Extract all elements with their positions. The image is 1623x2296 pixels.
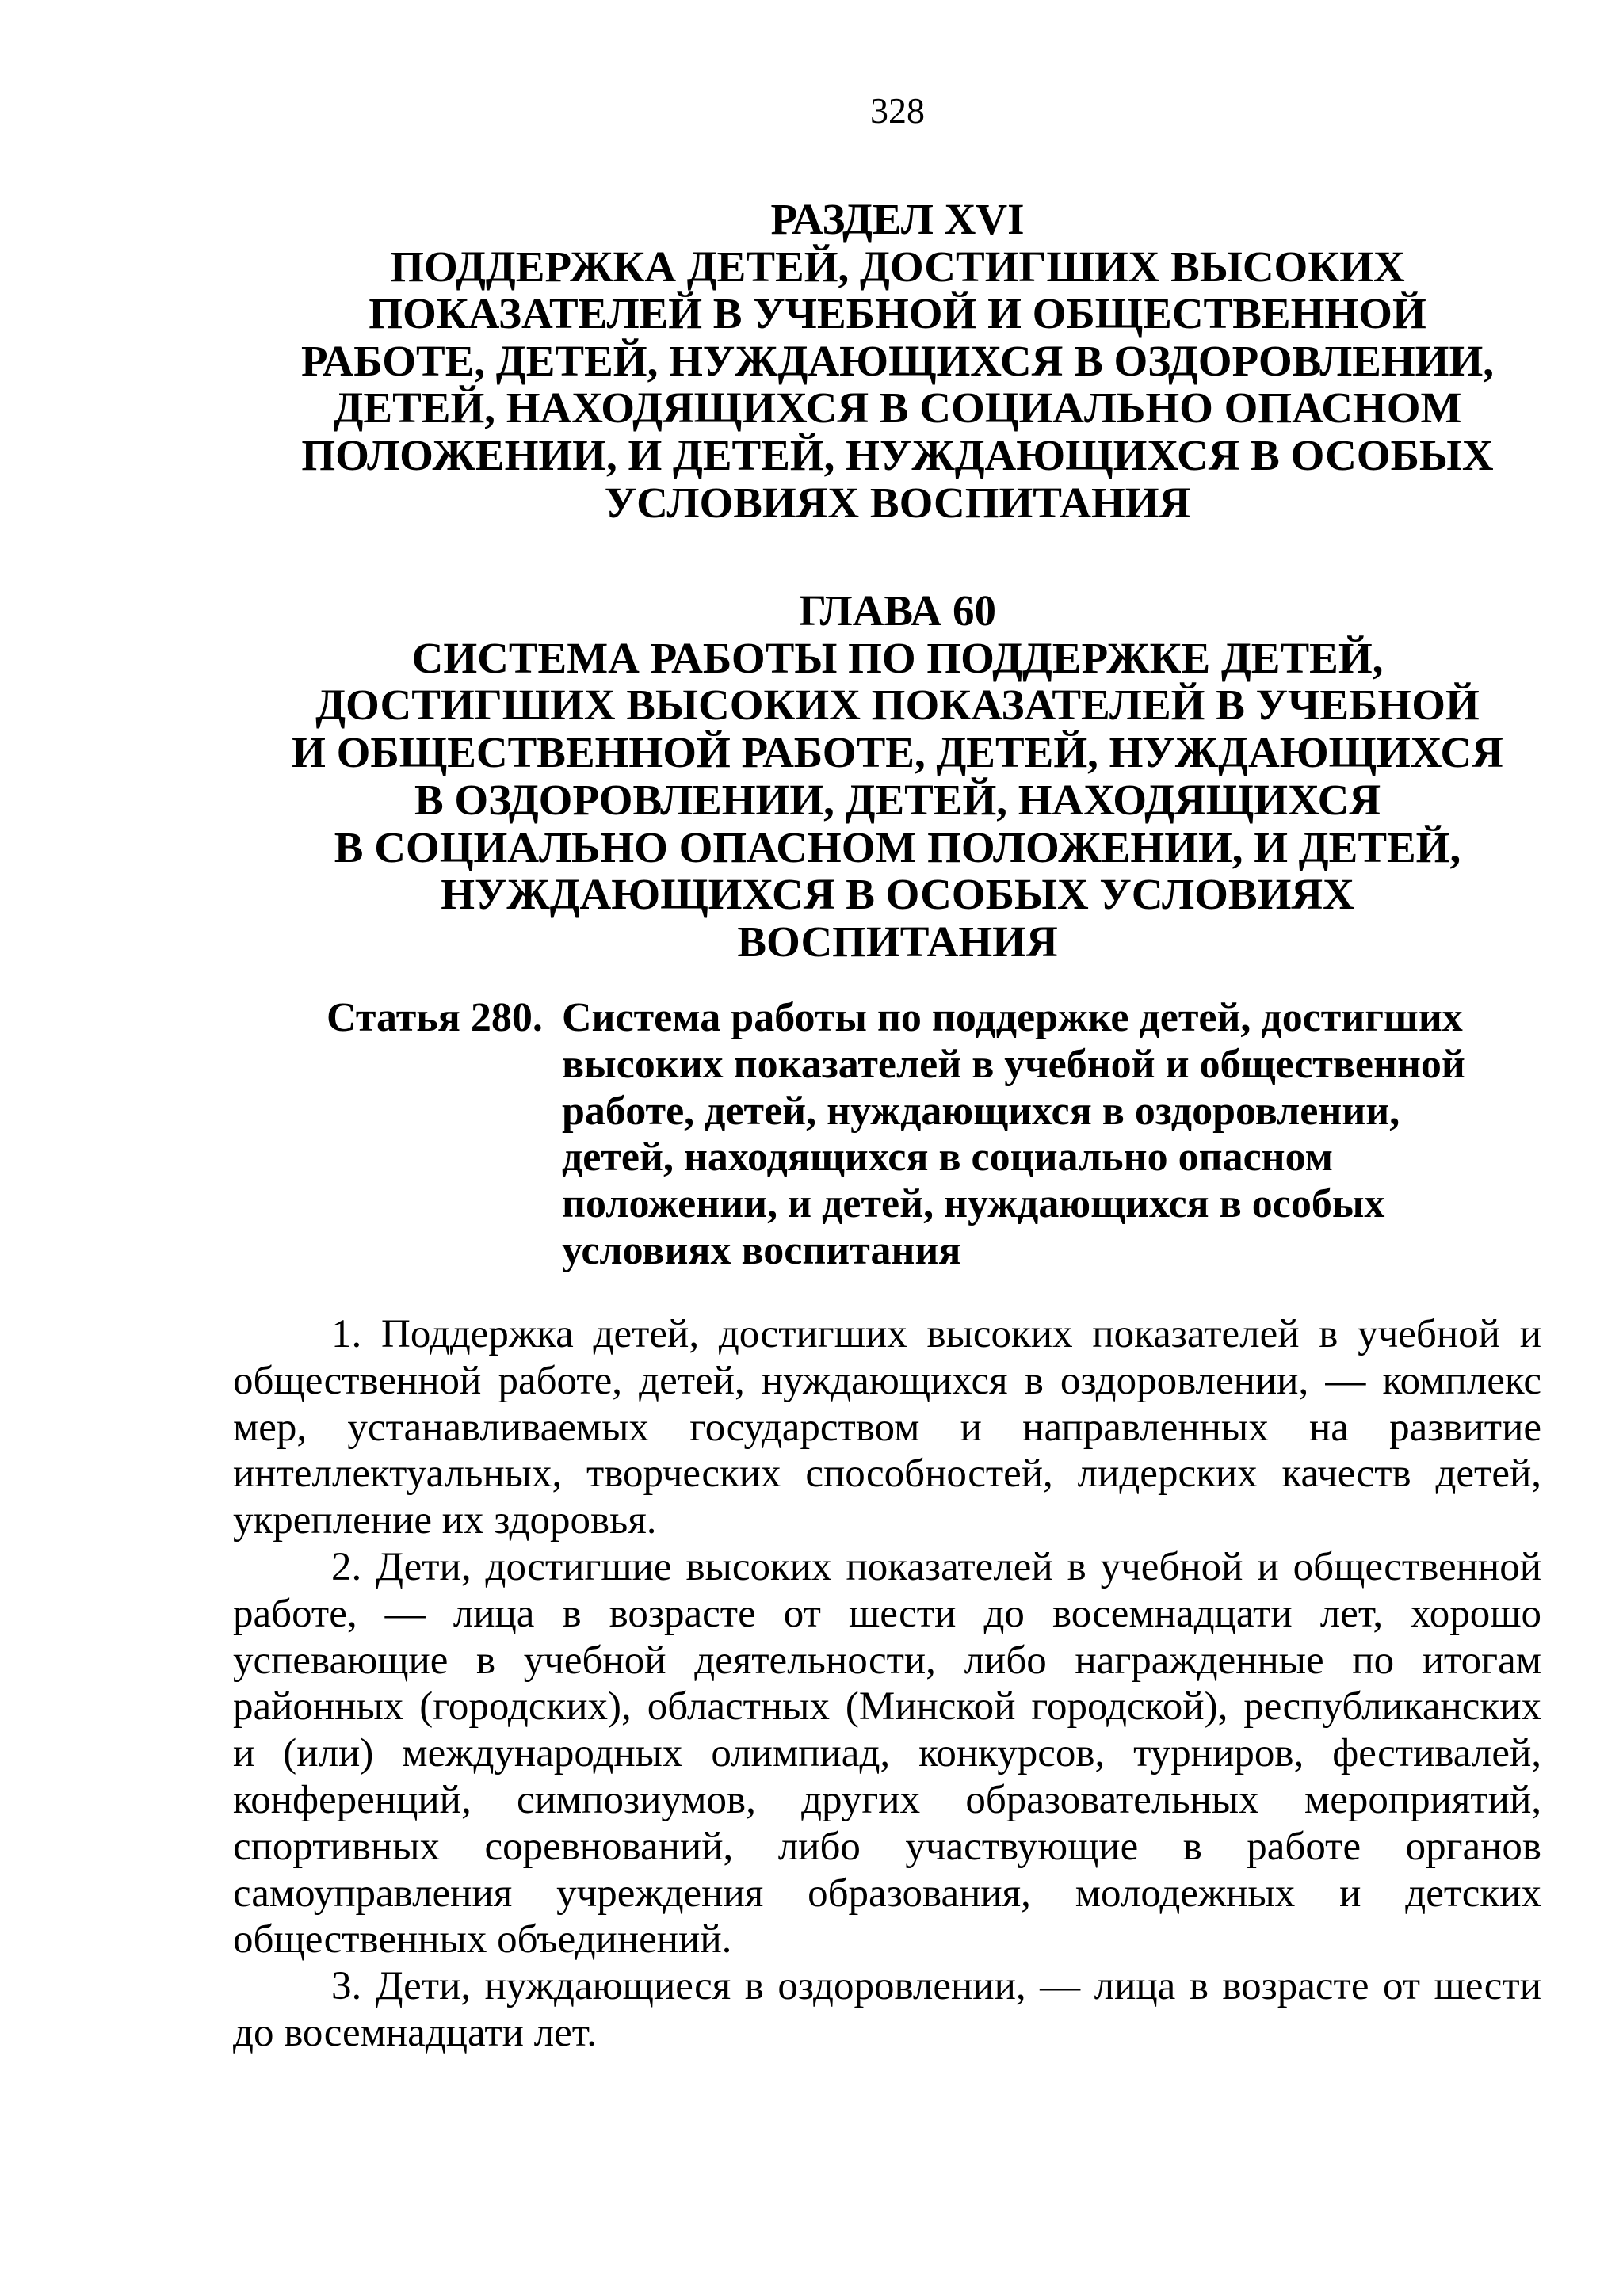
section-label: РАЗДЕЛ XVI xyxy=(770,195,1025,243)
article-title-line: Система работы по поддержке детей, достигших xyxy=(562,995,1463,1040)
chapter-label: ГЛАВА 60 xyxy=(798,586,997,635)
chapter-title-line: В СОЦИАЛЬНО ОПАСНОМ ПОЛОЖЕНИИ, И ДЕТЕЙ, xyxy=(334,822,1461,871)
section-title-line: РАБОТЕ, ДЕТЕЙ, НУЖДАЮЩИХСЯ В ОЗДОРОВЛЕНИИ, xyxy=(300,336,1494,385)
section-title-line: ПОДДЕРЖКА ДЕТЕЙ, ДОСТИГШИХ ВЫСОКИХ xyxy=(390,242,1405,291)
paragraph: 1. Поддержка детей, достигших высоких показателей в учебной и общественной работе, детей, нуждающихся в оздоровлении, — комплекс мер, устанавливаемых государством и направленных на развитие интеллектуальных, творческих способностей, лидерских качеств детей, укрепление их здоровья. xyxy=(233,1312,1541,1543)
chapter-title-line: В ОЗДОРОВЛЕНИИ, ДЕТЕЙ, НАХОДЯЩИХСЯ xyxy=(414,775,1381,824)
section-title-line: ПОКАЗАТЕЛЕЙ В УЧЕБНОЙ И ОБЩЕСТВЕННОЙ xyxy=(369,289,1426,338)
section-heading xyxy=(238,196,1557,526)
article-title-line: положении, и детей, нуждающихся в особых xyxy=(562,1181,1385,1227)
chapter-title-line: НУЖДАЮЩИХСЯ В ОСОБЫХ УСЛОВИЯХ xyxy=(441,870,1354,919)
section-title-line: ПОЛОЖЕНИИ, И ДЕТЕЙ, НУЖДАЮЩИХСЯ В ОСОБЫХ xyxy=(301,430,1494,479)
article-title-line: высоких показателей в учебной и общественной xyxy=(562,1041,1465,1087)
chapter-title-line: СИСТЕМА РАБОТЫ ПО ПОДДЕРЖКЕ ДЕТЕЙ, xyxy=(411,633,1384,682)
article-title-line: детей, находящихся в социально опасном xyxy=(562,1135,1334,1180)
article-title-line: работе, детей, нуждающихся в оздоровлении, xyxy=(562,1088,1400,1134)
chapter-title-line: ДОСТИГШИХ ВЫСОКИХ ПОКАЗАТЕЛЕЙ В УЧЕБНОЙ xyxy=(315,681,1480,730)
article-title-line: условиях воспитания xyxy=(562,1227,961,1273)
paragraph: 3. Дети, нуждающиеся в оздоровлении, — лица в возрасте от шести до восемнадцати лет. xyxy=(233,1964,1541,2055)
chapter-title-line: И ОБЩЕСТВЕННОЙ РАБОТЕ, ДЕТЕЙ, НУЖДАЮЩИХСЯ xyxy=(292,728,1503,777)
chapter-title-line: ВОСПИТАНИЯ xyxy=(737,917,1058,966)
chapter-heading xyxy=(238,587,1557,966)
section-title-line: УСЛОВИЯХ ВОСПИТАНИЯ xyxy=(604,478,1191,527)
article-title xyxy=(562,995,1560,1275)
page-number: 328 xyxy=(870,90,925,131)
article-body xyxy=(233,1311,1541,2057)
paragraph: 2. Дети, достигшие высоких показателей в учебной и общественной работе, — лица в возрасте от шести до восемнадцати лет, хорошо успевающие в учебной деятельности, либо награжденные по итогам районных (городских), областных (Минской городской), республиканских и (или) международных олимпиад, конкурсов, турниров, фестивалей, конференций, симпозиумов, других образовательных мероприятий, спортивных соревнований, либо участвующие в работе органов самоуправления учреждения образования, молодежных и детских общественных объединений. xyxy=(233,1544,1541,1962)
article-number: Статья 280. xyxy=(327,995,543,1040)
section-title-line: ДЕТЕЙ, НАХОДЯЩИХСЯ В СОЦИАЛЬНО ОПАСНОМ xyxy=(333,383,1462,433)
